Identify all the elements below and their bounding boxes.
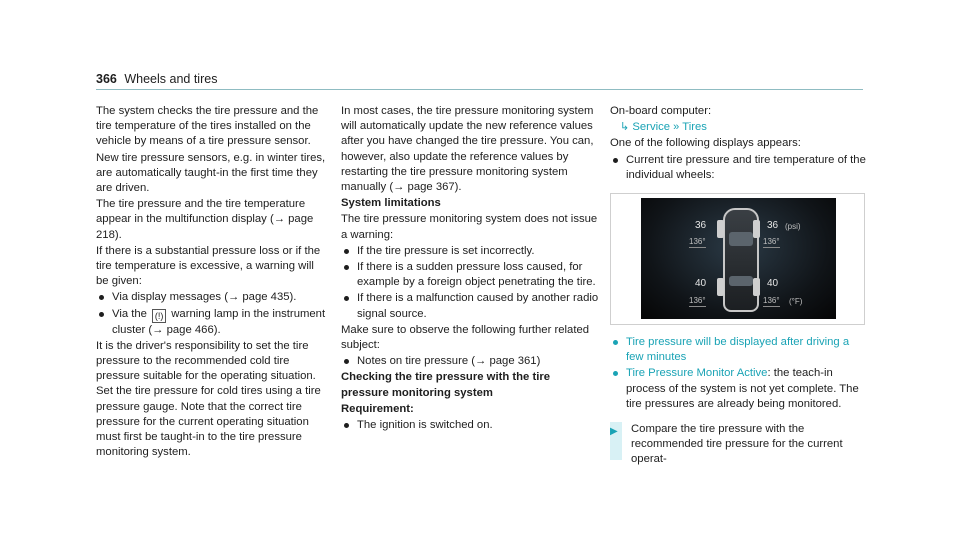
front-right-pressure: 36 — [767, 220, 779, 232]
step-arrow-icon: ▶ — [610, 426, 618, 438]
multifunction-display — [641, 198, 836, 319]
wheel-icon — [753, 278, 760, 296]
status-message: Tire Pressure Monitor Active — [626, 367, 768, 380]
menu-path — [610, 120, 868, 135]
rear-left-temperature: 136° — [689, 296, 706, 306]
list-item — [96, 307, 328, 338]
list-item: Current tire pressure and tire temperature of the individual wheels: — [610, 153, 868, 183]
section-title: Wheels and tires — [124, 72, 218, 86]
section-heading: Checking the tire pressure with the tire pressure monitoring system — [341, 371, 551, 399]
rear-right-pressure: 40 — [767, 278, 779, 290]
paragraph: The tire pressure and the tire temperature appear in the multifunction display (→ page 218). — [96, 198, 314, 241]
rear-right-temperature: 136° — [763, 296, 780, 306]
pressure-unit: (psi) — [785, 222, 801, 232]
header-rule — [96, 89, 863, 90]
list-item: Notes on tire pressure (→ page 361) — [341, 354, 599, 369]
wheel-icon — [717, 278, 724, 296]
paragraph: It is the driver's responsibility to set the tire pressure to the recommended cold tire pressure suitable for the operating situation. Set the tire pressure for cold tires using a tire pressure gauge. Note that the correct tire pressure for the current operating situation must first be taught-in to the tire pressure monitoring system. — [96, 339, 321, 459]
paragraph: New tire pressure sensors, e.g. in winter tires, are automatically taught-in the first time they are driven. — [96, 151, 326, 195]
wheel-icon — [753, 220, 760, 238]
paragraph: On-board computer: — [610, 105, 712, 117]
step-text: Compare the tire pressure with the recommended tire pressure for the current operat- — [631, 423, 843, 466]
front-right-temperature: 136° — [763, 237, 780, 247]
double-chevron-icon: » — [673, 121, 680, 134]
list-item: If there is a malfunction caused by another radio signal source. — [341, 291, 599, 321]
list-item: The ignition is switched on. — [341, 418, 599, 433]
paragraph: One of the following displays appears: — [610, 137, 801, 150]
menu-item-service: Service — [632, 121, 671, 134]
requirement-heading: Requirement: — [341, 402, 414, 415]
list-item-text: : the teach-in process of the system is not yet complete. The tire pressures are already being monitored. — [626, 367, 859, 410]
tire-pressure-warning-lamp-icon: (!) — [152, 309, 166, 323]
page-number: 366 — [96, 72, 117, 86]
column-3 — [610, 104, 868, 468]
tire-display-image — [610, 193, 865, 325]
list-item: Tire pressure will be displayed after driving a few minutes — [610, 335, 868, 365]
instruction-step — [610, 422, 868, 468]
list-item — [610, 366, 868, 412]
rear-left-pressure: 40 — [695, 278, 707, 290]
list-item: Via display messages (→ page 435). — [96, 290, 328, 305]
list-item: If the tire pressure is set incorrectly. — [341, 244, 599, 259]
section-heading: System limitations — [341, 197, 441, 210]
paragraph: If there is a substantial pressure loss or if the tire temperature is excessive, a warning will be given: — [96, 244, 321, 288]
list-item-text: warning lamp in the instrument cluster (→ page 466). — [112, 307, 326, 336]
list-item-text: Via the — [112, 307, 147, 320]
paragraph: The tire pressure monitoring system does not issue a warning: — [341, 213, 598, 241]
column-1 — [96, 104, 328, 461]
wheel-icon — [717, 220, 724, 238]
temperature-unit: (°F) — [789, 297, 803, 307]
submenu-arrow-icon: ↳ — [620, 121, 630, 134]
windshield — [729, 232, 753, 246]
front-left-pressure: 36 — [695, 220, 707, 232]
front-left-temperature: 136° — [689, 237, 706, 247]
menu-item-tires: Tires — [682, 121, 707, 134]
column-2 — [341, 104, 599, 434]
paragraph: The system checks the tire pressure and the tire temperature of the tires installed on the vehicle by means of a tire pressure sensor. — [96, 105, 319, 148]
list-item: If there is a sudden pressure loss caused, for example by a foreign object penetrating the tire. — [341, 260, 599, 290]
paragraph: In most cases, the tire pressure monitoring system will automatically update the new reference values after you have changed the tire pressure. You can, however, also update the reference values by restarting the tire pressure monitoring system manually (→ page 367). — [341, 105, 594, 194]
page-header — [96, 72, 217, 86]
paragraph: Make sure to observe the following further related subject: — [341, 323, 590, 352]
rear-window — [729, 276, 753, 286]
